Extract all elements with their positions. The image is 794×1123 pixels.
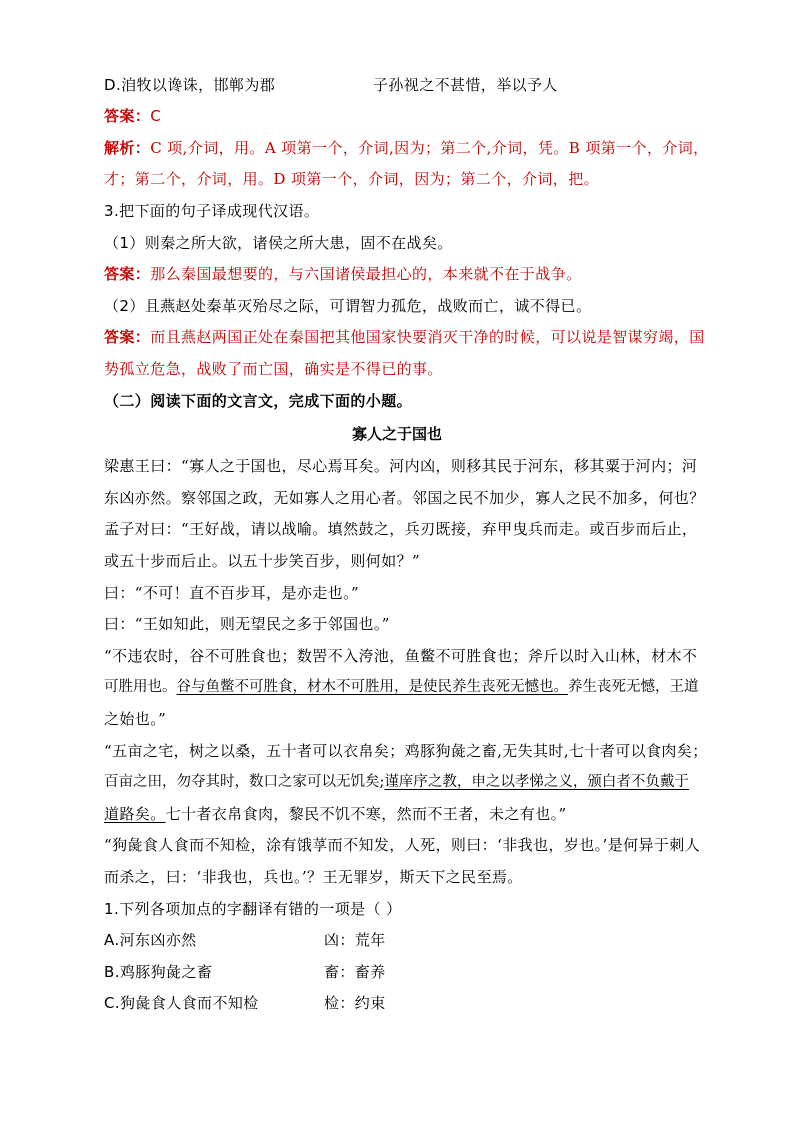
passage-line: “狗彘食人食而不知检，涂有饿莩而不知发，人死，则曰：‘非我也，岁也。’是何异于刺人 xyxy=(104,836,701,854)
answer-label: 答案： xyxy=(104,107,151,125)
question-3: 3.把下面的句子译成现代汉语。 xyxy=(104,202,320,220)
passage-text: 可胜用也。 xyxy=(104,679,177,695)
passage-line: 孟子对曰：“王好战，请以战喻。填然鼓之，兵刃既接，弃甲曳兵而走。或百步而后止， xyxy=(104,520,698,538)
option-c-left: C.狗彘食人食而不知检 xyxy=(104,994,259,1012)
passage-line xyxy=(104,804,567,824)
passage-text: 养生丧死无憾，王道 xyxy=(568,679,699,695)
passage-line: 东凶亦然。察邻国之政，无如寡人之用心者。邻国之民不加少，寡人之民不加多，何也？ xyxy=(104,489,705,507)
underlined-sentence: 道路矣。 xyxy=(104,805,166,823)
question-3-2: （2）且燕赵处秦革灭殆尽之际，可谓智力孤危，战败而亡，诚不得已。 xyxy=(104,297,592,315)
analysis-label: 解析： xyxy=(104,139,151,157)
passage-line: 曰：“王如知此，则无望民之多于邻国也。” xyxy=(104,615,390,633)
answer-text: 那么秦国最想要的，与六国诸侯最担心的，本来就不在于战争。 xyxy=(150,265,582,283)
answer-label: 答案： xyxy=(104,265,151,283)
underlined-sentence: 谨庠序之教，申之以孝悌之义，颁白者不负戴于 xyxy=(384,774,689,790)
passage-line: 而杀之，曰：‘非我也，兵也。’？王无罪岁，斯天下之民至焉。 xyxy=(104,868,523,886)
passage-line: “不违农时，谷不可胜食也；数罟不入洿池，鱼鳖不可胜食也；斧斤以时入山林，材木不 xyxy=(104,647,698,665)
analysis-text-1: C 项,介词，用。A 项第一个，介词,因为；第二个,介词，凭。B 项第一个，介词， xyxy=(150,139,709,157)
analysis-line-1 xyxy=(104,138,709,158)
answer-text: 而且燕赵两国正处在秦国把其他国家快要消灭干净的时候，可以说是智谋穷竭，国 xyxy=(150,328,705,346)
passage-text: 百亩之田，勿夺其时，数口之家可以无饥矣; xyxy=(104,774,385,790)
option-a-right: 凶：荒年 xyxy=(324,931,386,949)
answer-3 xyxy=(104,327,705,347)
question-3-1: （1）则秦之所大欲，诸侯之所大患，固不在战矣。 xyxy=(104,234,453,252)
option-a-left: A.河东凶亦然 xyxy=(104,931,197,949)
passage-line: 梁惠王曰：“寡人之于国也，尽心焉耳矣。河内凶，则移其民于河东，移其粟于河内；河 xyxy=(104,457,698,475)
section-heading: （二）阅读下面的文言文，完成下面的小题。 xyxy=(104,392,413,410)
option-d-left: D.洎牧以谗诛，邯郸为郡 xyxy=(104,76,276,94)
passage-line: “五亩之宅，树之以桑，五十者可以衣帛矣；鸡豚狗彘之畜,无失其时,七十者可以食肉矣； xyxy=(104,742,708,760)
answer-1 xyxy=(104,106,161,126)
answer-3-line-2: 势孤立危急，战败了而亡国，确实是不得已的事。 xyxy=(104,360,443,378)
analysis-line-2: 才；第二个，介词，用。D 项第一个，介词，因为；第二个，介词，把。 xyxy=(104,170,599,188)
answer-label: 答案： xyxy=(104,328,151,346)
answer-2 xyxy=(104,264,581,284)
passage-line xyxy=(104,772,689,792)
question-1: 1.下列各项加点的字翻译有错的一项是（ ） xyxy=(104,900,402,918)
answer-value: C xyxy=(150,107,162,125)
passage-line: 或五十步而后止。以五十步笑百步，则何如？” xyxy=(104,552,421,570)
option-c-right: 检：约束 xyxy=(324,994,386,1012)
option-d-right: 子孙视之不甚惜，举以予人 xyxy=(373,76,558,94)
passage-line xyxy=(104,677,699,697)
option-b-left: B.鸡豚狗彘之畜 xyxy=(104,963,213,981)
passage-title: 寡人之于国也 xyxy=(351,425,442,443)
underlined-sentence: 谷与鱼鳖不可胜食，材木不可胜用，是使民养生丧死无憾也。 xyxy=(176,679,568,695)
passage-text: 七十者衣帛食肉，黎民不饥不寒，然而不王者，未之有也。” xyxy=(165,805,567,823)
option-b-right: 畜：畜养 xyxy=(324,963,386,981)
passage-line: 曰：“不可！直不百步耳，是亦走也。” xyxy=(104,584,360,602)
passage-line: 之始也。” xyxy=(104,710,167,728)
